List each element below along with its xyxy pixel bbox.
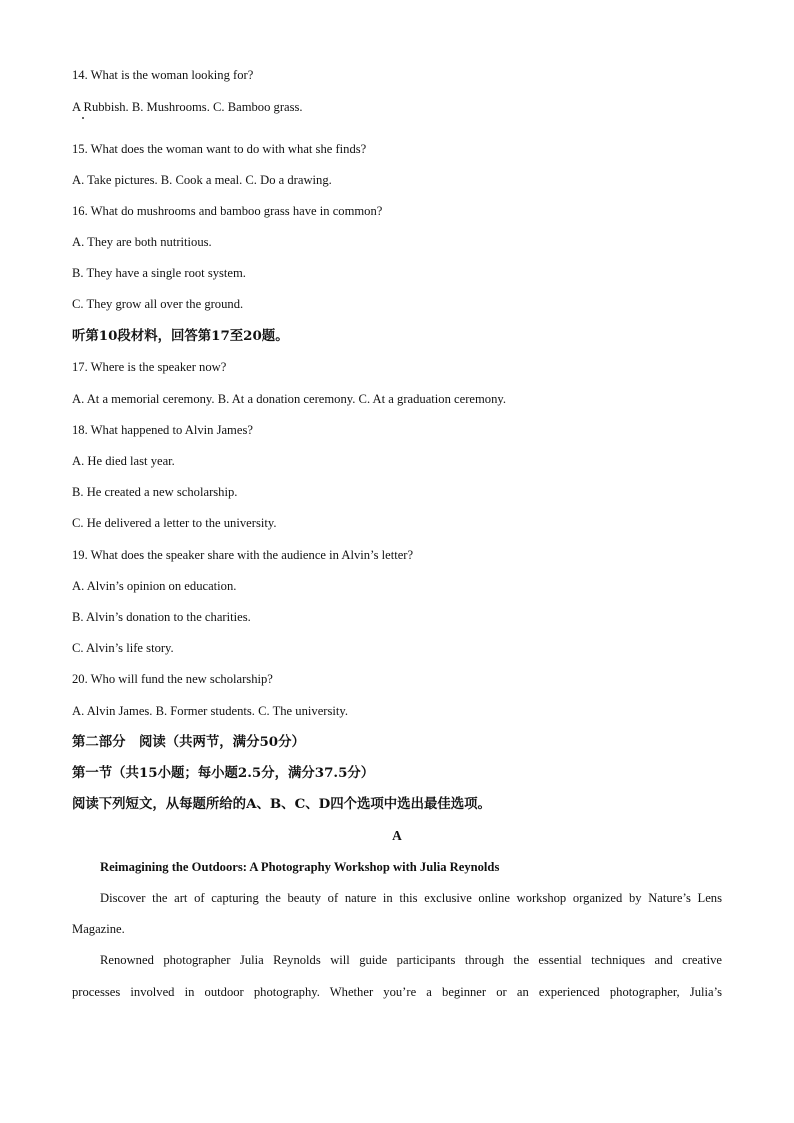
passage-letter: A: [392, 828, 402, 843]
question-19-option-b: B. Alvin’s donation to the charities.: [72, 610, 251, 624]
question-20-options: A. Alvin James. B. Former students. C. The university.: [72, 704, 348, 718]
question-14-options: A Rubbish. B. Mushrooms. C. Bamboo grass.: [72, 100, 303, 114]
paragraph-1-line-1: Discover the art of capturing the beauty of nature in this exclusive online workshop organized by Nature’s Lens: [100, 891, 722, 905]
question-19-option-a: A. Alvin’s opinion on education.: [72, 579, 237, 593]
paragraph-2-line-1: Renowned photographer Julia Reynolds will guide participants through the essential techniques and creative: [100, 953, 722, 967]
question-20-stem: 20. Who will fund the new scholarship?: [72, 672, 273, 686]
question-16-option-b: B. They have a single root system.: [72, 266, 246, 280]
question-16-option-c: C. They grow all over the ground.: [72, 297, 244, 311]
section-10-instruction: 听第10段材料，回答第17至20题。: [72, 328, 289, 344]
stray-dot: [82, 117, 84, 119]
question-17-options: A. At a memorial ceremony. B. At a donation ceremony. C. At a graduation ceremony.: [72, 392, 507, 406]
question-19-option-c: C. Alvin’s life story.: [72, 641, 174, 655]
paragraph-1-line-2: Magazine.: [72, 922, 125, 936]
question-18-option-a: A. He died last year.: [72, 454, 175, 468]
question-15-options: A. Take pictures. B. Cook a meal. C. Do a drawing.: [72, 173, 332, 187]
question-15-stem: 15. What does the woman want to do with what she finds?: [72, 142, 367, 156]
part-2-heading: 第二部分 阅读（共两节，满分50分）: [72, 734, 305, 750]
question-16-stem: 16. What do mushrooms and bamboo grass have in common?: [72, 204, 383, 218]
question-18-option-b: B. He created a new scholarship.: [72, 485, 238, 499]
reading-instruction: 阅读下列短文，从每题所给的A、B、C、D四个选项中选出最佳选项。: [72, 796, 491, 812]
question-19-stem: 19. What does the speaker share with the audience in Alvin’s letter?: [72, 548, 414, 562]
question-17-stem: 17. Where is the speaker now?: [72, 360, 227, 374]
question-18-stem: 18. What happened to Alvin James?: [72, 423, 253, 437]
question-14-stem: 14. What is the woman looking for?: [72, 68, 254, 82]
section-1-heading: 第一节（共15小题；每小题2.5分，满分37.5分）: [72, 765, 375, 781]
question-18-option-c: C. He delivered a letter to the university.: [72, 516, 277, 530]
paragraph-2-line-2: processes involved in outdoor photography. Whether you’re a beginner or an experienced photographer, Julia’s: [72, 985, 722, 999]
question-16-option-a: A. They are both nutritious.: [72, 235, 212, 249]
passage-title: Reimagining the Outdoors: A Photography Workshop with Julia Reynolds: [100, 860, 500, 874]
